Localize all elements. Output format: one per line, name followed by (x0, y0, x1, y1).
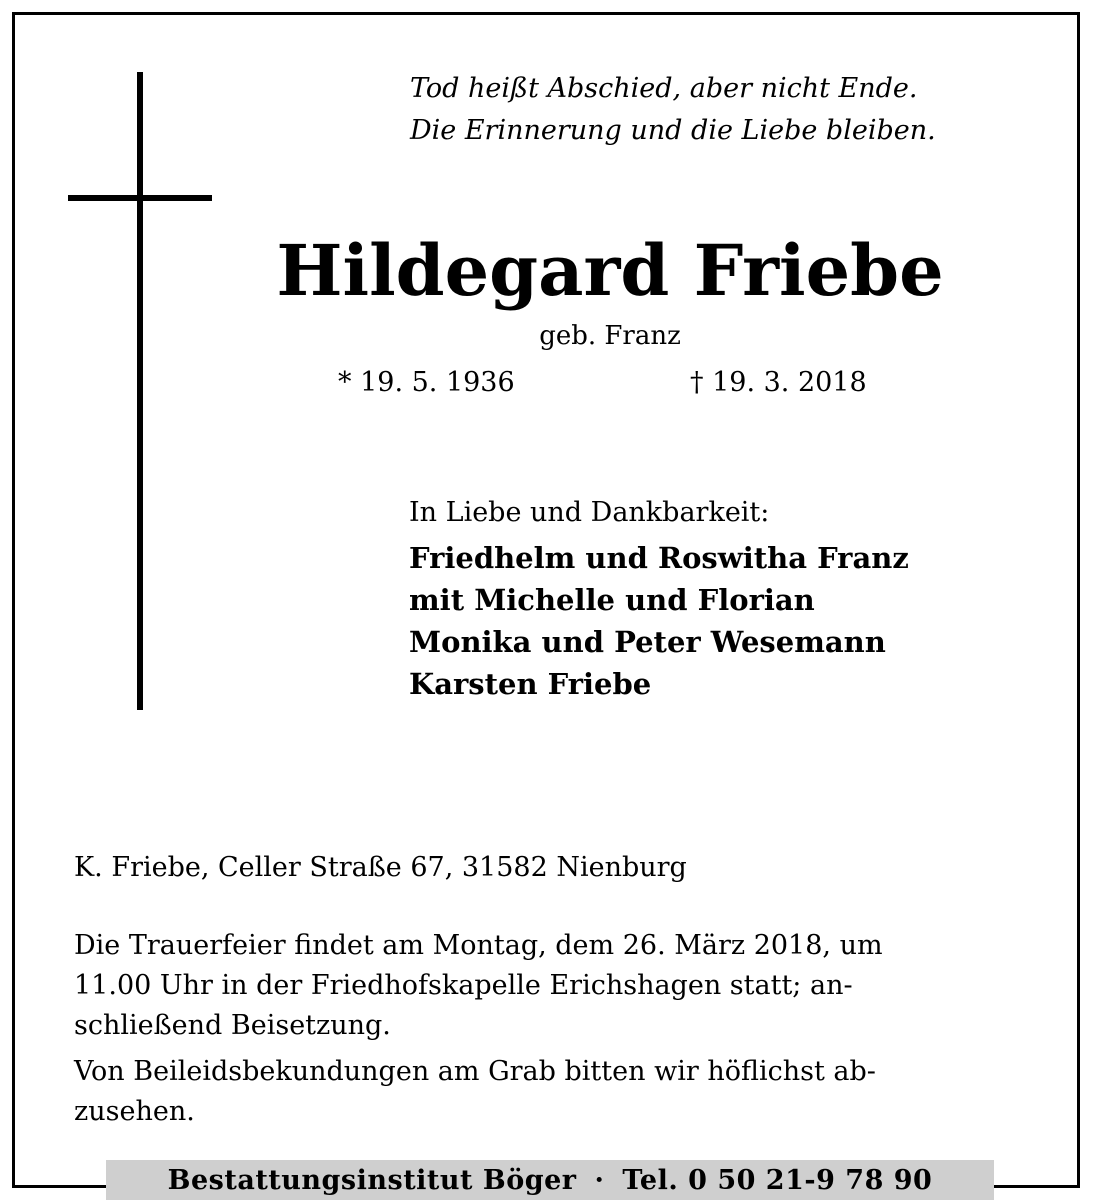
motto-line-2: Die Erinnerung und die Liebe bleiben. (410, 115, 936, 146)
funeral-home-footer (106, 1160, 994, 1200)
footer-separator: · (594, 1164, 605, 1196)
ceremony-notice (74, 926, 1022, 1046)
birth-date: * 19. 5. 1936 (338, 367, 515, 398)
born-name: geb. Franz (539, 321, 681, 351)
contact-address: K. Friebe, Celler Straße 67, 31582 Nienburg (74, 852, 687, 883)
condolence-line-2: zusehen. (74, 1096, 195, 1127)
condolence-line-1: Von Beileidsbekundungen am Grab bitten wir höflichst ab- (74, 1056, 876, 1087)
motto (410, 68, 1050, 152)
cross-horizontal-bar (68, 195, 212, 201)
death-date: † 19. 3. 2018 (690, 367, 867, 398)
ceremony-line-1: Die Trauerfeier findet am Montag, dem 26. März 2018, um (74, 930, 883, 961)
condolence-notice (74, 1052, 1022, 1132)
ceremony-line-3: schließend Beisetzung. (74, 1010, 391, 1041)
mourner-name: mit Michelle und Florian (409, 583, 815, 617)
cross-vertical-bar (137, 72, 143, 710)
funeral-home-name: Bestattungsinstitut Böger (167, 1164, 577, 1196)
motto-line-1: Tod heißt Abschied, aber nicht Ende. (410, 73, 918, 104)
mourner-name: Friedhelm und Roswitha Franz (409, 541, 909, 575)
mourner-name: Monika und Peter Wesemann (409, 625, 886, 659)
funeral-home-phone: Tel. 0 50 21-9 78 90 (622, 1164, 933, 1196)
mourner-name: Karsten Friebe (409, 667, 652, 701)
ceremony-line-2: 11.00 Uhr in der Friedhofskapelle Erichshagen statt; an- (74, 970, 853, 1001)
deceased-name: Hildegard Friebe (276, 229, 944, 312)
mourners-intro: In Liebe und Dankbarkeit: (409, 497, 770, 528)
mourners-block (409, 492, 1029, 705)
